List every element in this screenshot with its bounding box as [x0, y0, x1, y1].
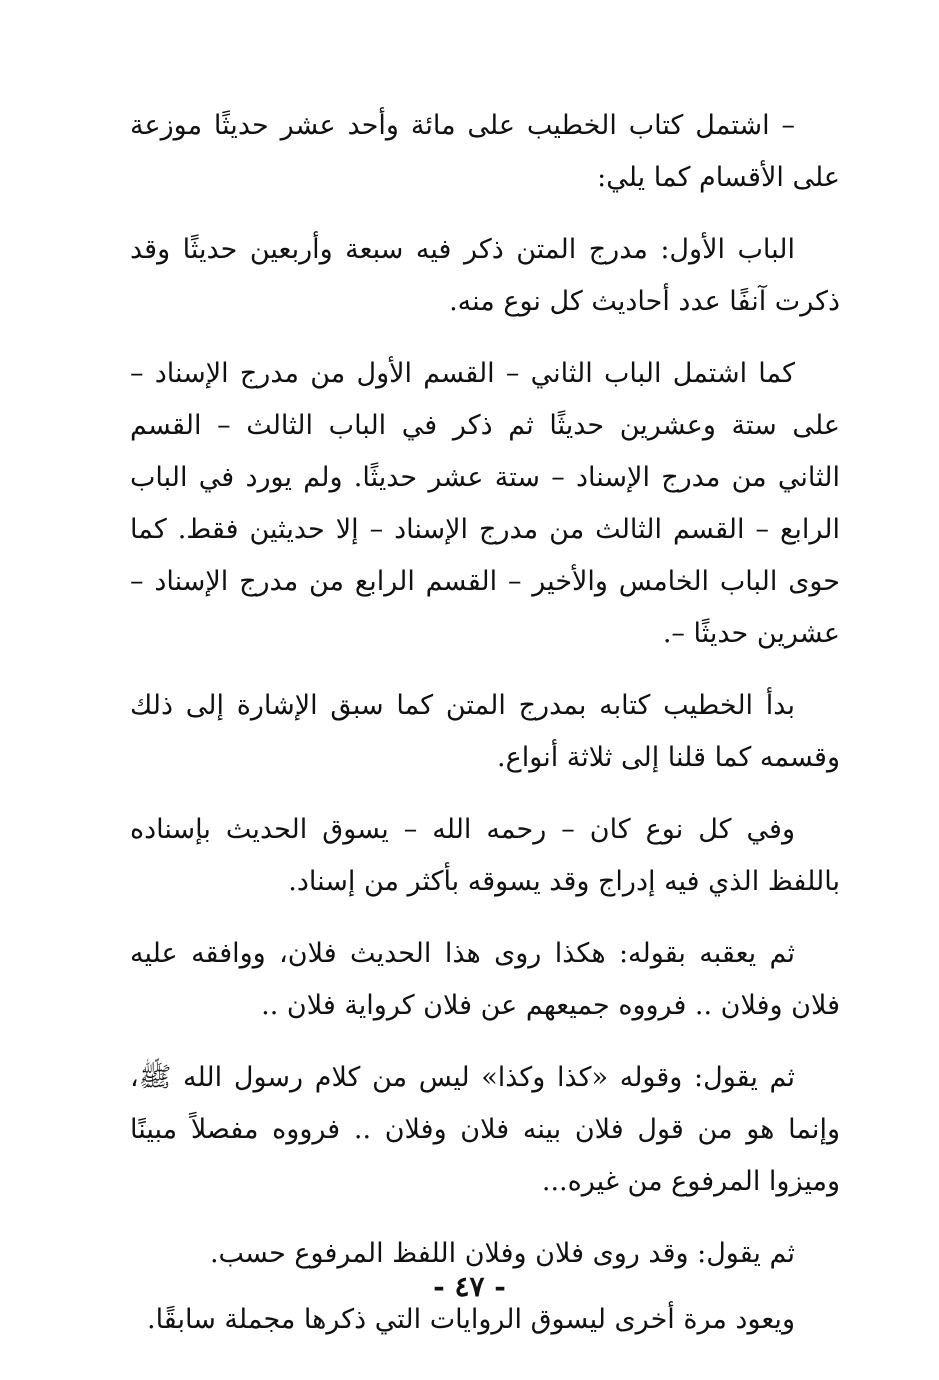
paragraph-method-isnad: وفي كل نوع كان – رحمه الله – يسوق الحديث بإسناده باللفظ الذي فيه إدراج وقد يسوقه بأكثر من إسناد.: [130, 814, 840, 897]
paragraph-method-separation: ثم يقول: وقوله «كذا وكذا» ليس من كلام رسول الله ﷺ، وإنما هو من قول فلان بينه فلان وفلان .. فرووه مفصلاً مبينًا وميزوا المرفوع من غيره...: [130, 1062, 840, 1197]
paragraph-chapter-one: الباب الأول: مدرج المتن ذكر فيه سبعة وأربعين حديثًا وقد ذكرت آنفًا عدد أحاديث كل نوع منه.: [130, 234, 840, 317]
page-body: [130, 100, 840, 1360]
page-number: - ٤٧ -: [433, 1270, 506, 1303]
paragraph-method-return: ويعود مرة أخرى ليسوق الروايات التي ذكرها مجملة سابقًا.: [147, 1304, 795, 1335]
paragraph-method-start: بدأ الخطيب كتابه بمدرج المتن كما سبق الإشارة إلى ذلك وقسمه كما قلنا إلى ثلاثة أنواع.: [130, 690, 840, 773]
paragraph-book-contents: – اشتمل كتاب الخطيب على مائة وأحد عشر حديثًا موزعة على الأقسام كما يلي:: [130, 110, 840, 193]
paragraph-method-marfu: ثم يقول: وقد روى فلان وفلان اللفظ المرفوع حسب.: [209, 1238, 795, 1269]
paragraph-chapters-two-to-five: كما اشتمل الباب الثاني – القسم الأول من مدرج الإسناد – على ستة وعشرين حديثًا ثم ذكر في الباب الثالث – القسم الثاني من مدرج الإسناد – ستة عشر حديثًا. ولم يورد في الباب الرابع – القسم الثالث من مدرج الإسناد – إلا حديثين فقط. كما حوى الباب الخامس والأخير – القسم الرابع من مدرج الإسناد – عشرين حديثًا –.: [130, 358, 840, 649]
paragraph-method-followup: ثم يعقبه بقوله: هكذا روى هذا الحديث فلان، ووافقه عليه فلان وفلان .. فرووه جميعهم عن فلان كرواية فلان ..: [130, 938, 840, 1021]
